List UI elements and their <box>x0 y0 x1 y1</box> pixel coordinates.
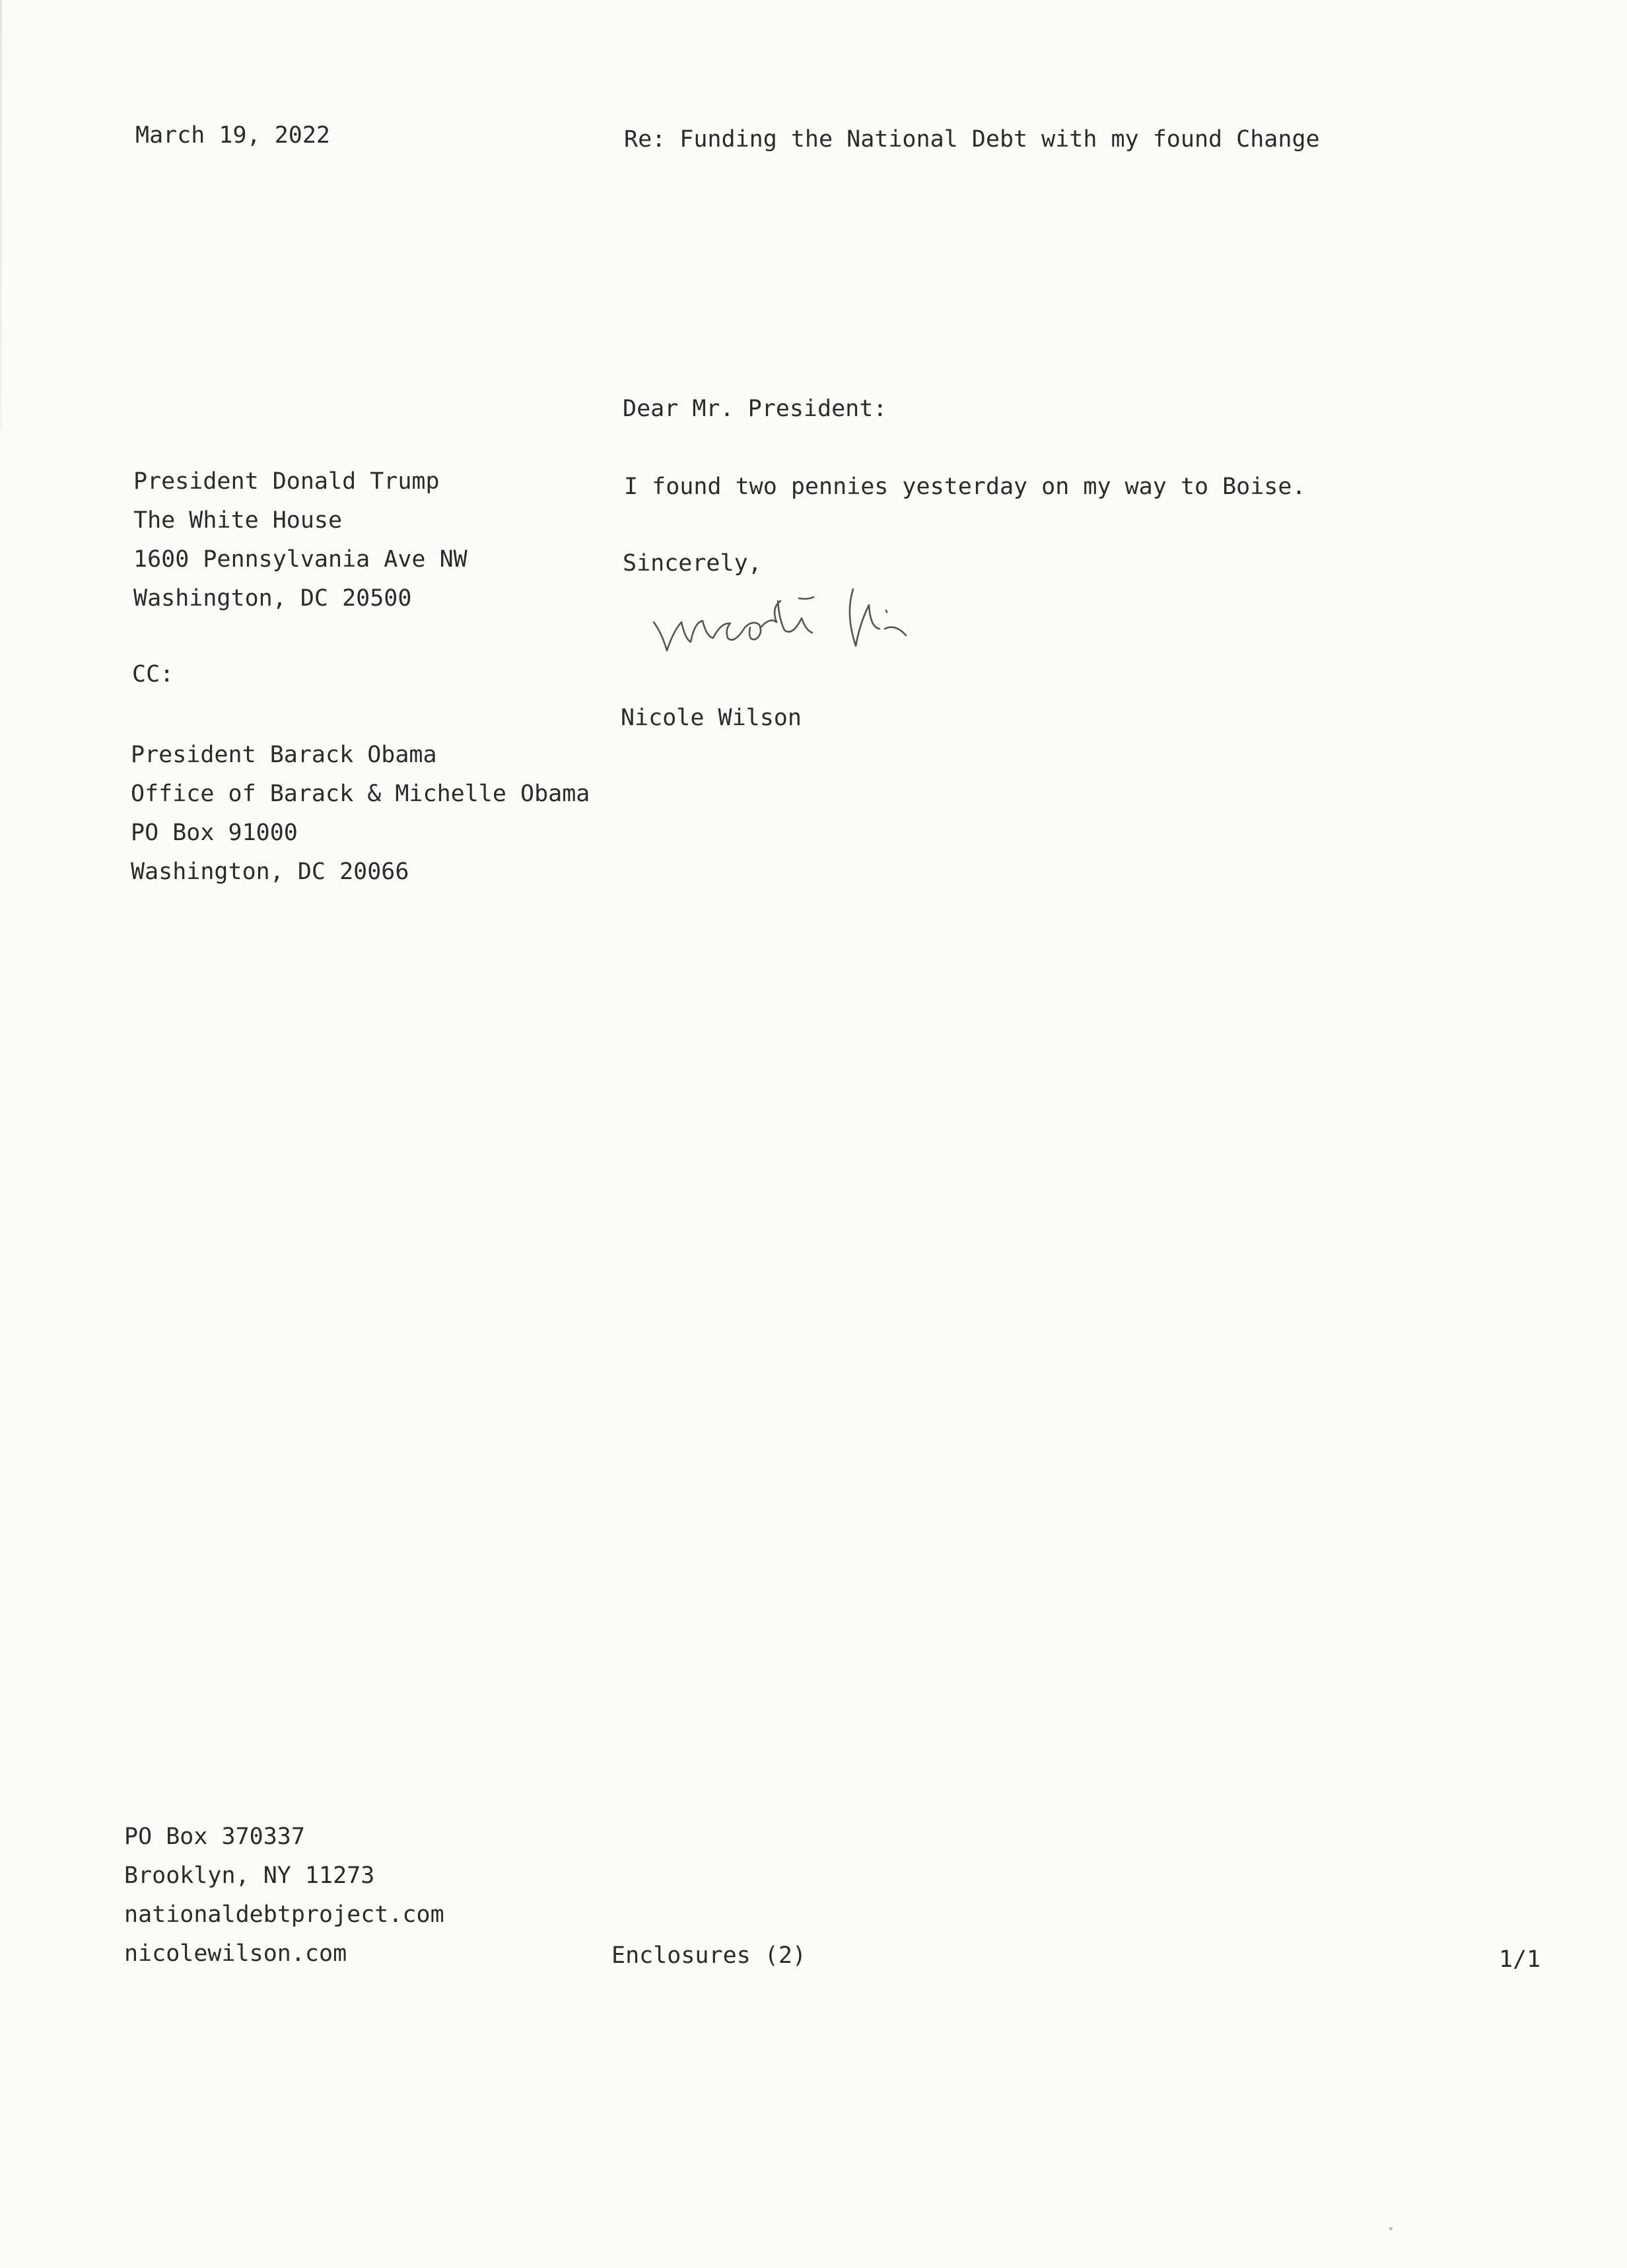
address-line: The White House <box>133 507 343 534</box>
website-text: nationaldebtproject.com <box>124 1901 444 1928</box>
handwritten-signature <box>647 581 964 674</box>
enclosures-note: Enclosures (2) <box>611 1942 807 1969</box>
closing: Sincerely, <box>623 550 762 577</box>
cc-label: CC: <box>132 661 174 688</box>
address-line: PO Box 91000 <box>131 820 298 846</box>
letter-body: I found two pennies yesterday on my way to Boise. <box>624 474 1306 500</box>
salutation: Dear Mr. President: <box>623 396 887 422</box>
address-line: President Barack Obama <box>131 742 437 768</box>
letter-date: March 19, 2022 <box>135 122 331 149</box>
address-line: Washington, DC 20066 <box>131 859 409 885</box>
website-text: nicolewilson.com <box>124 1940 347 1967</box>
signer-name: Nicole Wilson <box>621 705 802 731</box>
scan-speck <box>1389 2227 1393 2230</box>
recipient-address <box>133 462 467 618</box>
cc-address <box>131 736 590 892</box>
address-line: President Donald Trump <box>133 468 440 495</box>
page-number: 1/1 <box>1499 1946 1541 1973</box>
letter-subject: Re: Funding the National Debt with my found Change <box>624 126 1320 153</box>
address-line: Office of Barack & Michelle Obama <box>131 781 590 807</box>
address-line: 1600 Pennsylvania Ave NW <box>133 546 467 573</box>
address-line: Brooklyn, NY 11273 <box>124 1862 375 1889</box>
sender-address <box>124 1818 444 1973</box>
scan-edge-mark <box>0 0 2 429</box>
address-line: Washington, DC 20500 <box>133 585 412 612</box>
address-line: PO Box 370337 <box>124 1824 305 1850</box>
